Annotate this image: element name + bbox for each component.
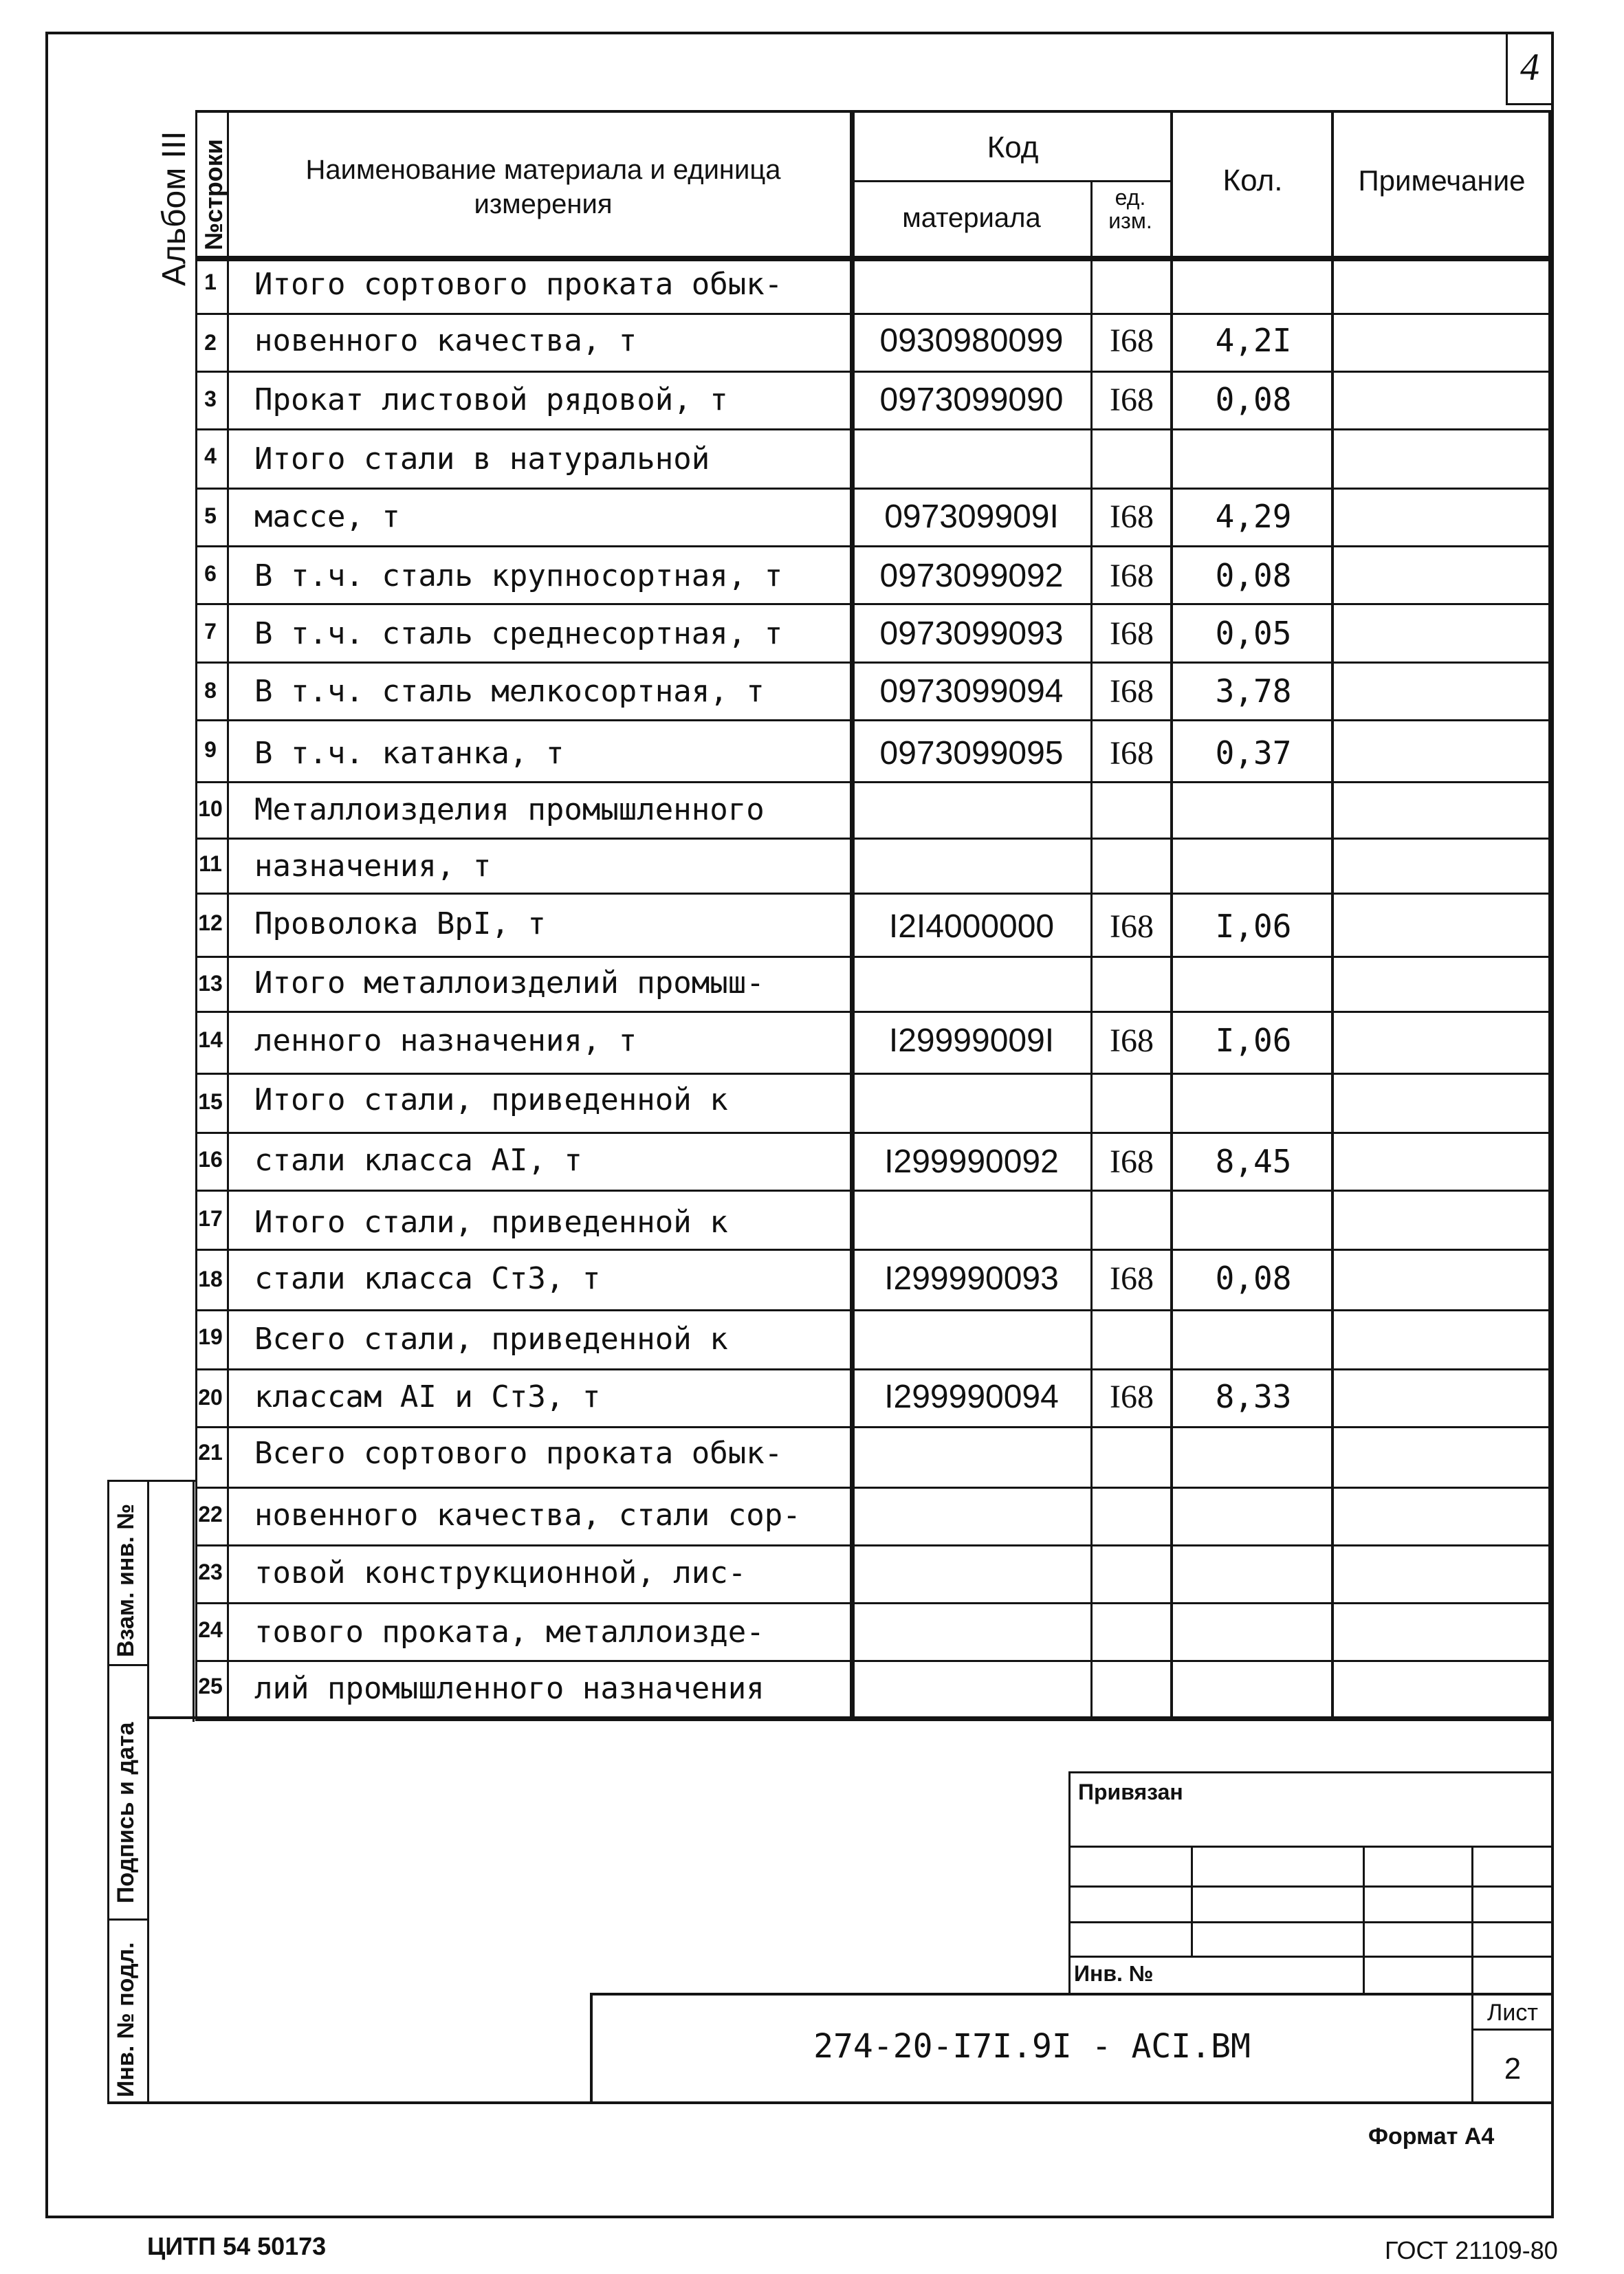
row-name: товой конструкционной, лис-: [254, 1555, 747, 1590]
row-qty: I,06: [1215, 908, 1292, 945]
row-name: стали класса Ст3, т: [254, 1261, 601, 1296]
row-name: Итого металлоизделий промыш-: [254, 965, 765, 1001]
row-number: 4: [204, 444, 217, 468]
row-qty: 3,78: [1215, 673, 1292, 710]
row-name: новенного качества, стали сор-: [254, 1498, 801, 1533]
row-number: 16: [198, 1147, 223, 1172]
row-name: тового проката, металлоизде-: [254, 1615, 765, 1650]
row-code: 0930980099: [879, 322, 1064, 359]
row-unit: I68: [1110, 615, 1154, 652]
row-number: 10: [198, 796, 223, 821]
sheet-number: 2: [1504, 2052, 1522, 2086]
row-name: стали класса АI, т: [254, 1143, 582, 1178]
row-name: назначения, т: [254, 849, 492, 884]
header-row-number: №строки: [199, 139, 228, 250]
row-code: I299990094: [884, 1379, 1059, 1415]
row-name: В т.ч. сталь мелкосортная, т: [254, 674, 765, 709]
row-name: ленного назначения, т: [254, 1023, 637, 1058]
row-unit: I68: [1110, 558, 1154, 594]
row-qty: 0,08: [1215, 1260, 1292, 1297]
row-name: классам АI и Ст3, т: [254, 1379, 601, 1414]
row-qty: 8,33: [1215, 1378, 1292, 1415]
row-qty: 0,05: [1215, 615, 1292, 652]
row-name: В т.ч. сталь крупносортная, т: [254, 558, 783, 593]
row-unit: I68: [1110, 499, 1154, 535]
row-name: Итого сортового проката обык-: [254, 267, 783, 302]
row-name: Всего сортового проката обык-: [254, 1436, 783, 1471]
row-code: I29999009I: [888, 1023, 1055, 1059]
row-number: 12: [198, 910, 223, 935]
row-name: массе, т: [254, 499, 400, 534]
document-code: 274-20-I7I.9I - АСI.ВМ: [813, 2027, 1251, 2066]
row-number: 6: [204, 561, 217, 586]
row-qty: 8,45: [1215, 1143, 1292, 1180]
row-code: 0973099095: [879, 735, 1064, 772]
row-unit: I68: [1110, 1379, 1154, 1415]
row-name: Итого стали, приведенной к: [254, 1205, 728, 1240]
row-number: 20: [198, 1385, 223, 1410]
row-number: 25: [198, 1674, 223, 1698]
row-qty: 0,37: [1215, 734, 1292, 772]
row-unit: I68: [1110, 673, 1154, 710]
row-unit: I68: [1110, 322, 1154, 359]
row-name: Металлоизделия промышленного: [254, 792, 765, 827]
row-unit: I68: [1110, 1023, 1154, 1059]
row-code: I2I4000000: [888, 908, 1055, 945]
row-number: 13: [198, 971, 223, 996]
row-number: 14: [198, 1027, 223, 1052]
format-label: Формат А4: [1368, 2123, 1495, 2150]
row-unit: I68: [1110, 1144, 1154, 1180]
inv-number-label: Инв. №: [1074, 1961, 1154, 1986]
row-code: I299990092: [884, 1144, 1059, 1180]
row-number: 2: [204, 330, 217, 355]
row-code: 0973099090: [879, 382, 1064, 418]
row-number: 19: [198, 1324, 223, 1349]
row-qty: 4,29: [1215, 498, 1292, 535]
page-number: 4: [1520, 46, 1539, 89]
footer-right: ГОСТ 21109-80: [1385, 2236, 1558, 2264]
privyazan-label: Привязан: [1078, 1780, 1183, 1804]
header-code-unit: ед. изм.: [1108, 185, 1152, 233]
row-number: 8: [204, 678, 217, 703]
row-number: 18: [198, 1267, 223, 1291]
row-code: 0973099092: [879, 558, 1064, 594]
row-number: 17: [198, 1206, 223, 1231]
row-code: 0973099093: [879, 615, 1064, 652]
row-qty: 0,08: [1215, 557, 1292, 594]
row-code: I299990093: [884, 1260, 1059, 1297]
sheet-label: Лист: [1487, 2000, 1538, 2026]
row-number: 3: [204, 386, 217, 411]
row-qty: 4,2I: [1215, 322, 1292, 359]
row-name: В т.ч. сталь среднесортная, т: [254, 616, 783, 651]
row-number: 9: [204, 737, 217, 762]
header-quantity: Кол.: [1222, 164, 1283, 197]
row-number: 23: [198, 1560, 223, 1584]
row-unit: I68: [1110, 908, 1154, 945]
row-unit: I68: [1110, 382, 1154, 418]
row-code: 097309909I: [884, 499, 1059, 535]
header-code-material: материала: [902, 203, 1041, 233]
row-unit: I68: [1110, 1260, 1154, 1297]
row-name: Всего стали, приведенной к: [254, 1322, 728, 1357]
row-number: 11: [199, 851, 222, 876]
row-number: 24: [198, 1617, 223, 1642]
row-unit: I68: [1110, 735, 1154, 772]
row-number: 15: [198, 1089, 223, 1114]
header-note: Примечание: [1358, 164, 1526, 197]
header-code: Код: [987, 131, 1039, 164]
row-number: 1: [204, 270, 217, 294]
row-name: лий промышленного назначения: [254, 1671, 765, 1706]
row-name: новенного качества, т: [254, 323, 637, 358]
row-number: 7: [204, 619, 217, 644]
row-number: 5: [204, 503, 217, 528]
side-label-podpis: Подпись и дата: [113, 1722, 139, 1903]
row-qty: I,06: [1215, 1022, 1292, 1059]
header-material-name: Наименование материала и единица измерения: [305, 155, 781, 219]
side-label-vzam: Взам. инв. №: [113, 1503, 139, 1657]
row-number: 22: [198, 1502, 223, 1527]
row-number: 21: [198, 1440, 223, 1465]
album-label: Альбом III: [156, 131, 193, 286]
row-name: Проволока ВрI, т: [254, 906, 546, 941]
row-code: 0973099094: [879, 673, 1064, 710]
footer-left: ЦИТП 54 50173: [147, 2232, 327, 2260]
row-name: В т.ч. катанка, т: [254, 736, 564, 771]
row-name: Итого стали, приведенной к: [254, 1082, 728, 1117]
row-qty: 0,08: [1215, 381, 1292, 418]
side-label-inv-podl: Инв. № подл.: [113, 1942, 139, 2097]
row-name: Итого стали в натуральной: [254, 441, 710, 477]
row-name: Прокат листовой рядовой, т: [254, 382, 728, 417]
